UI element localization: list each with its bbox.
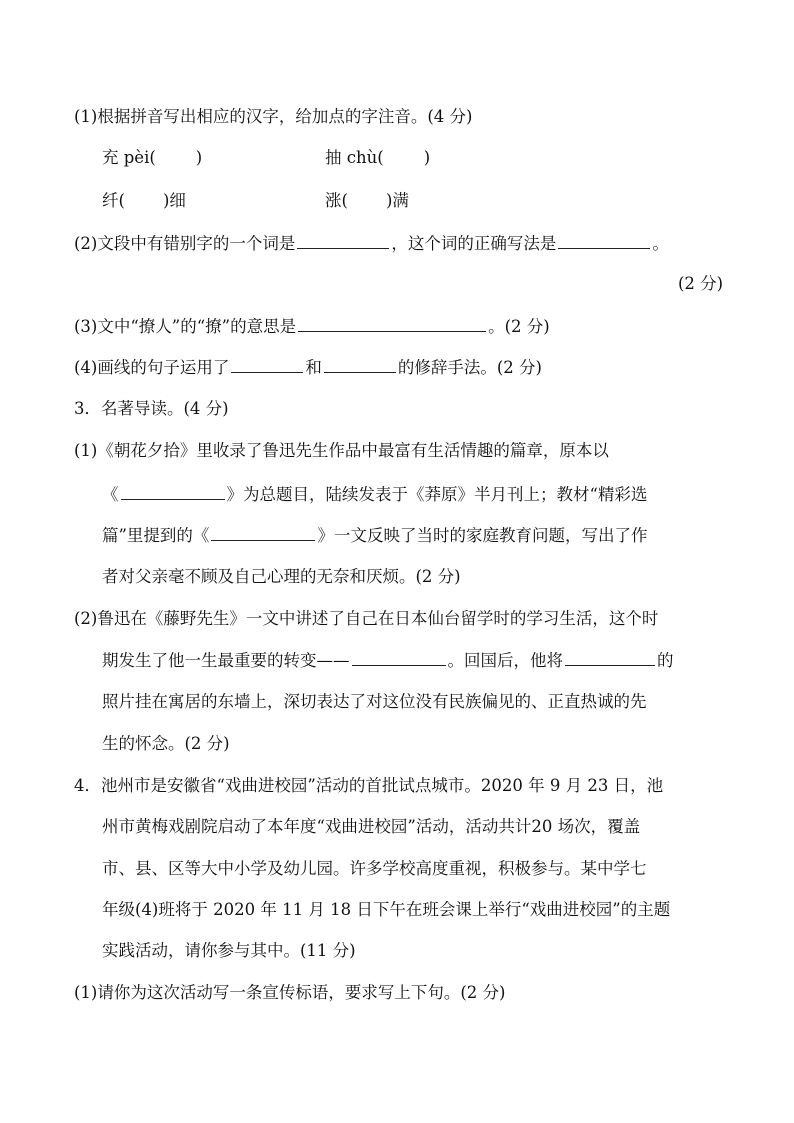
section-4-line3: 市、县、区等大中小学及幼儿园。许多学校高度重视，积极参与。某中学七 (102, 859, 647, 878)
section-4-line1: 4．池州市是安徽省“戏曲进校园”活动的首批试点城市。2020 年 9 月 23 日，池 (74, 776, 664, 795)
question-4-text-b: 和 (305, 358, 322, 377)
answer-blank-essay-title[interactable] (211, 524, 315, 541)
section-3-sub1-line3-b: 》一文反映了当时的家庭教育问题，写出了作 (317, 526, 648, 545)
section-3-sub1-line3-a: 篇”里提到的《 (102, 526, 210, 545)
section-3-sub1-line2-b: 》为总题目，陆续发表于《莽原》半月刊上；教材“精彩选 (226, 485, 648, 504)
answer-blank-photo-person[interactable] (565, 649, 655, 666)
section-4-sub1: (1)请你为这次活动写一条宣传标语，要求写上下句。(2 分) (74, 983, 506, 1002)
question-2 (74, 232, 669, 255)
pinyin-item-xian-prefix: 纤( (102, 191, 125, 210)
section-3-sub1-line1: (1)《朝花夕拾》里收录了鲁迅先生作品中最富有生活情趣的篇章，原本以 (74, 441, 609, 460)
question-3 (74, 315, 550, 338)
section-3-sub1-line4: 者对父亲毫不顾及自己心理的无奈和厌烦。(2 分) (102, 567, 461, 586)
pinyin-item-pei (102, 147, 202, 169)
pinyin-item-zhang (325, 190, 409, 212)
section-3-sub2-line2-a: 期发生了他一生最重要的转变—— (102, 651, 350, 670)
section-4-line5: 实践活动，请你参与其中。(11 分) (102, 941, 356, 960)
section-3-sub2-line2 (102, 649, 674, 672)
question-2-text-a: (2)文段中有错别字的一个词是 (74, 234, 296, 253)
answer-blank-rhetoric-2[interactable] (324, 356, 396, 373)
pinyin-item-xian-suffix: )细 (162, 191, 186, 210)
section-3-sub2-line2-c: 的 (657, 651, 674, 670)
question-4-text-c: 的修辞手法。(2 分) (397, 358, 542, 377)
question-3-text-b: 。(2 分) (488, 317, 550, 336)
section-4-line4: 年级(4)班将于 2020 年 11 月 18 日下午在班会课上举行“戏曲进校园”的主题 (102, 900, 671, 919)
pinyin-item-chu-suffix: ) (423, 148, 431, 167)
question-2-score: (2 分) (678, 274, 724, 293)
section-3-sub1-line3 (102, 524, 647, 547)
pinyin-item-chu-prefix: 抽 chù( (325, 148, 384, 167)
pinyin-item-zhang-prefix: 涨( (325, 191, 348, 210)
question-4 (74, 356, 542, 379)
section-3-sub1-line2 (102, 483, 647, 506)
answer-blank-wrong-word[interactable] (297, 232, 389, 249)
answer-blank-correct-word[interactable] (558, 232, 650, 249)
pinyin-item-pei-prefix: 充 pèi( (102, 148, 156, 167)
pinyin-item-zhang-suffix: )满 (385, 191, 409, 210)
question-2-text-b: ，这个词的正确写法是 (391, 234, 557, 253)
question-1-header: (1)根据拼音写出相应的汉字，给加点的字注音。(4 分) (74, 107, 473, 126)
answer-blank-turning-point[interactable] (352, 649, 446, 666)
question-3-text-a: (3)文中“撩人”的“撩”的意思是 (74, 317, 297, 336)
section-3-sub2-line1: (2)鲁迅在《藤野先生》一文中讲述了自己在日本仙台留学时的学习生活，这个时 (74, 609, 659, 628)
answer-blank-collection-title[interactable] (121, 483, 225, 500)
question-2-text-c: 。 (652, 234, 669, 253)
answer-blank-liao-meaning[interactable] (298, 315, 486, 332)
pinyin-item-chu (325, 147, 430, 169)
section-4-line2: 州市黄梅戏剧院启动了本年度“戏曲进校园”活动，活动共计20 场次，覆盖 (102, 817, 641, 836)
answer-blank-chu[interactable] (386, 147, 422, 163)
answer-blank-xian[interactable] (127, 190, 161, 206)
section-3-sub2-line2-b: 。回国后，他将 (447, 651, 563, 670)
section-3-sub2-line3: 照片挂在寓居的东墙上，深切表达了对这位没有民族偏见的、正直热诚的先 (102, 692, 647, 711)
section-3-sub2-line4: 生的怀念。(2 分) (102, 734, 230, 753)
pinyin-item-pei-suffix: ) (195, 148, 203, 167)
question-4-text-a: (4)画线的句子运用了 (74, 358, 230, 377)
section-3-sub1-line2-a: 《 (102, 485, 119, 504)
answer-blank-rhetoric-1[interactable] (231, 356, 303, 373)
answer-blank-zhang[interactable] (350, 190, 384, 206)
answer-blank-pei[interactable] (158, 147, 194, 163)
section-3-title: 3．名著导读。(4 分) (74, 399, 229, 418)
pinyin-item-xian (102, 190, 186, 212)
